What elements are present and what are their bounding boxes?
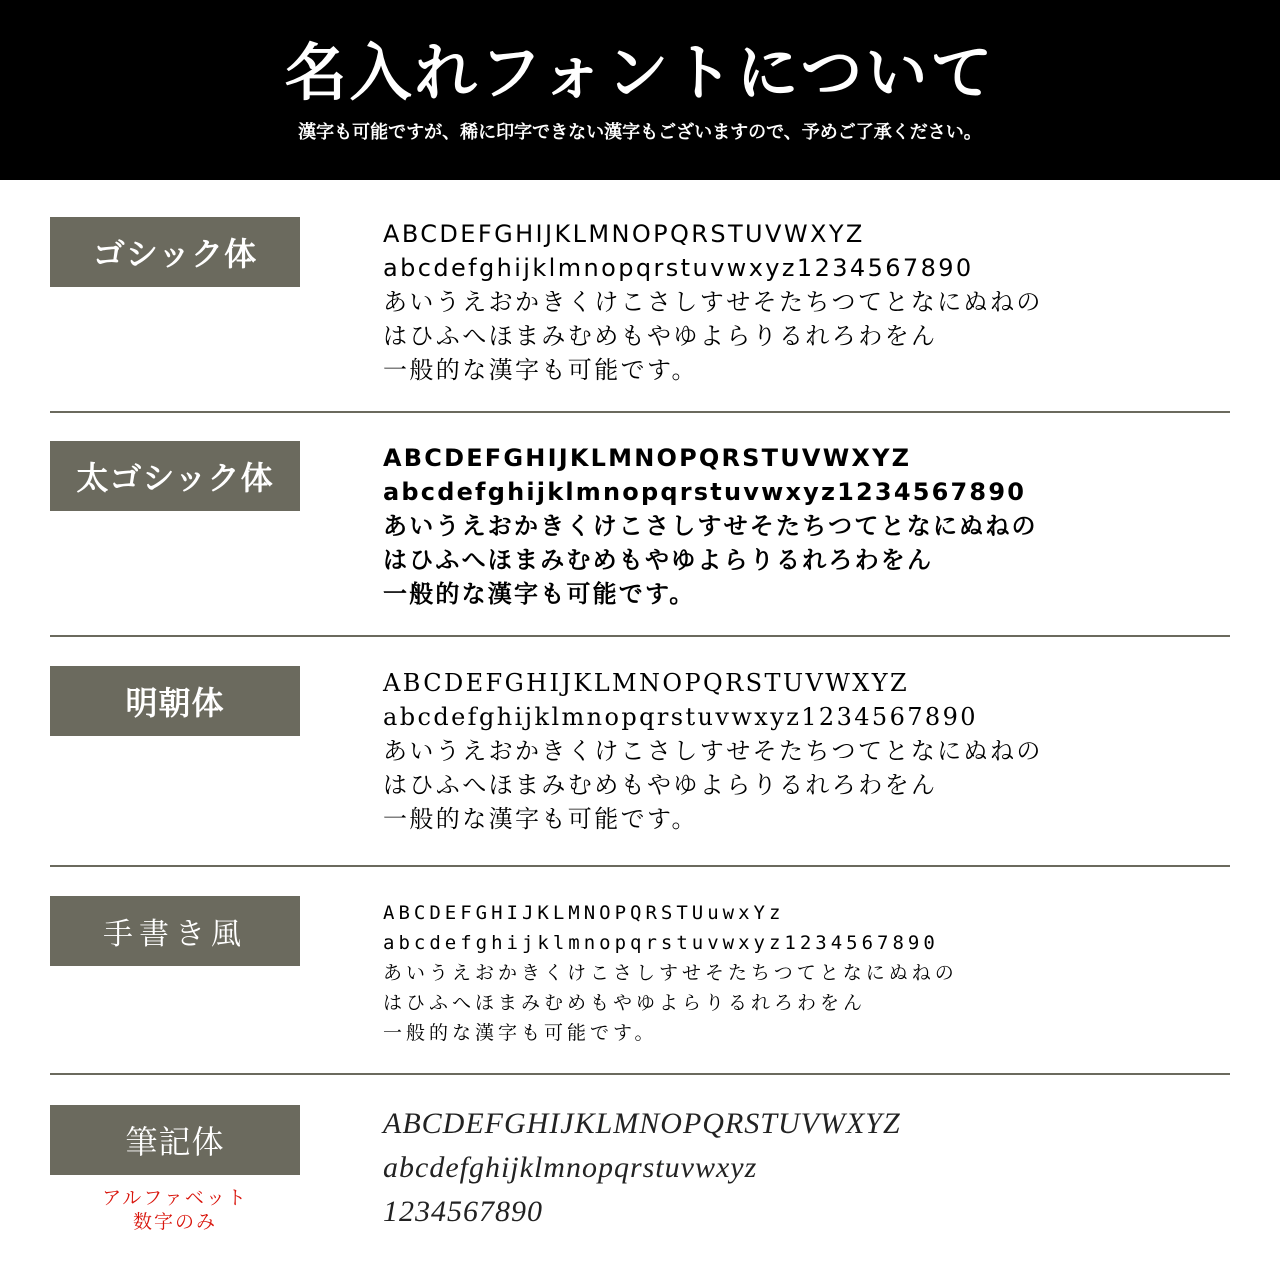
script-note-line-1: アルファベット bbox=[102, 1187, 248, 1209]
sample-line-lowercase-digits: abcdefghijklmnopqrstuvwxyz1234567890 bbox=[383, 478, 1027, 506]
font-label-handwriting: 手書き風 bbox=[50, 896, 300, 966]
divider bbox=[50, 411, 1230, 413]
font-sample-handwriting bbox=[383, 898, 1243, 1048]
page-subtitle: 漢字も可能ですが、稀に印字できない漢字もございますので、予めご了承ください。 bbox=[298, 122, 982, 143]
sample-line-uppercase: ABCDEFGHIJKLMNOPQRSTUVWXYZ bbox=[383, 444, 912, 472]
font-label-script: 筆記体 bbox=[50, 1105, 300, 1175]
script-note bbox=[50, 1186, 300, 1234]
sample-line-lowercase: abcdefghijklmnopqrstuvwxyz bbox=[383, 1151, 758, 1184]
font-label-bold-gothic: 太ゴシック体 bbox=[50, 441, 300, 511]
font-label-mincho: 明朝体 bbox=[50, 666, 300, 736]
sample-line-kanji: 一般的な漢字も可能です。 bbox=[383, 805, 698, 833]
header bbox=[0, 0, 1280, 180]
sample-line-kanji: 一般的な漢字も可能です。 bbox=[383, 580, 696, 608]
sample-line-uppercase: ABCDEFGHIJKLMNOPQRSTUVWXYZ bbox=[383, 669, 910, 697]
script-note-line-2: 数字のみ bbox=[132, 1211, 217, 1233]
sample-line-hiragana-2: はひふへほまみむめもやゆよらりるれろわをん bbox=[383, 546, 934, 574]
divider bbox=[50, 635, 1230, 637]
sample-line-kanji: 一般的な漢字も可能です。 bbox=[383, 1022, 658, 1044]
sample-line-hiragana-1: あいうえおかきくけこさしすせそたちつてとなにぬねの bbox=[383, 962, 958, 984]
divider bbox=[50, 865, 1230, 867]
sample-line-lowercase-digits: abcdefghijklmnopqrstuvwxyz1234567890 bbox=[383, 932, 939, 954]
font-sample-gothic bbox=[383, 217, 1243, 387]
sample-line-hiragana-2: はひふへほまみむめもやゆよらりるれろわをん bbox=[383, 992, 867, 1014]
sample-line-hiragana-1: あいうえおかきくけこさしすせそたちつてとなにぬねの bbox=[383, 288, 1043, 316]
sample-line-hiragana-1: あいうえおかきくけこさしすせそたちつてとなにぬねの bbox=[383, 737, 1043, 765]
sample-line-hiragana-1: あいうえおかきくけこさしすせそたちつてとなにぬねの bbox=[383, 512, 1038, 540]
sample-line-kanji: 一般的な漢字も可能です。 bbox=[383, 356, 698, 384]
font-sample-script bbox=[383, 1102, 1243, 1234]
sample-line-lowercase-digits: abcdefghijklmnopqrstuvwxyz1234567890 bbox=[383, 703, 978, 731]
sample-line-uppercase: ABCDEFGHIJKLMNOPQRSTUVWXYZ bbox=[383, 1107, 901, 1140]
sample-line-uppercase: ABCDEFGHIJKLMNOPQRSTUVWXYZ bbox=[383, 220, 865, 248]
divider bbox=[50, 1073, 1230, 1075]
font-sample-mincho bbox=[383, 666, 1243, 836]
font-sample-bold-gothic bbox=[383, 441, 1243, 611]
sample-line-lowercase-digits: abcdefghijklmnopqrstuvwxyz1234567890 bbox=[383, 254, 974, 282]
page-title: 名入れフォントについて bbox=[284, 36, 996, 109]
font-label-gothic: ゴシック体 bbox=[50, 217, 300, 287]
sample-line-hiragana-2: はひふへほまみむめもやゆよらりるれろわをん bbox=[383, 322, 938, 350]
sample-line-digits: 1234567890 bbox=[383, 1195, 543, 1228]
sample-line-hiragana-2: はひふへほまみむめもやゆよらりるれろわをん bbox=[383, 771, 938, 799]
sample-line-uppercase: ABCDEFGHIJKLMNOPQRSTUuwxYz bbox=[383, 902, 785, 924]
